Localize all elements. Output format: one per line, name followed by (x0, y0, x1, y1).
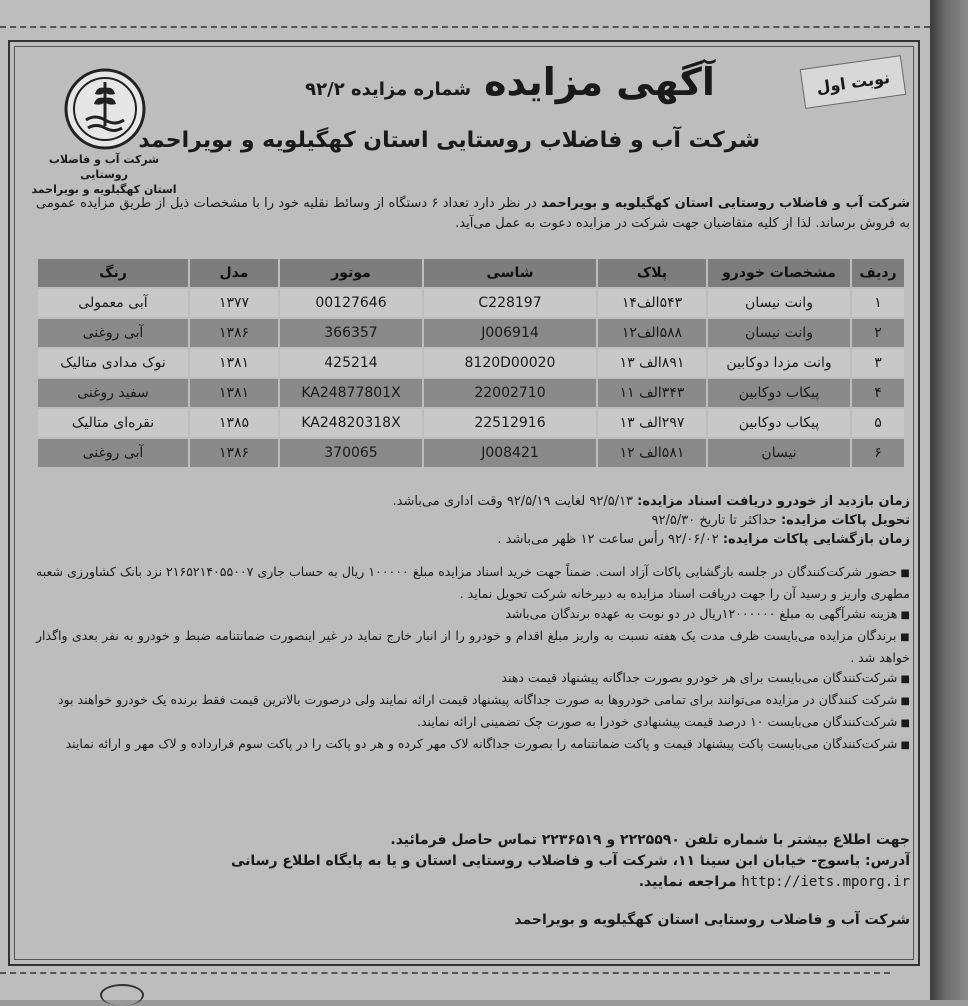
first-round-badge: نوبت اول (800, 55, 907, 109)
condition-item: ■ شرکت‌کنندگان می‌بایست برای هر خودرو بصورت جداگانه پیشنهاد قیمت دهند (36, 668, 910, 690)
cell-vehicle: وانت نیسان (708, 289, 850, 317)
header-vehicle: مشخصات خودرو (708, 259, 850, 287)
table-row (38, 439, 904, 467)
next-ad-logo-fragment (100, 984, 144, 1006)
cell-row-no: ۵ (852, 409, 904, 437)
contact-website-line (100, 872, 910, 893)
cell-chassis: J006914 (424, 319, 596, 347)
condition-item: ■ شرکت کنندگان در مزایده می‌توانند برای تمامی خودروها به صورت جداگانه پیشنهاد قیمت ارائه نمایند ولی درصورت بالاترین قیمت فقط برنده یک خودرو خواهند بود (36, 690, 910, 712)
auction-number: شماره مزایده ۹۲/۲ (305, 79, 472, 100)
intro-company: شرکت آب و فاضلاب روستایی استان کهگیلویه و بویراحمد (541, 196, 910, 211)
header-model: مدل (190, 259, 278, 287)
condition-item: ■ شرکت‌کنندگان می‌بایست پاکت پیشنهاد قیمت و پاکت ضمانتنامه را بصورت جداگانه لاک مهر کرده و هر دو پاکت را در پاکت سوم قرارداده و لاک مهر و ارائه نمایند (36, 734, 910, 756)
wheat-water-drop-logo-icon (64, 68, 146, 150)
cell-row-no: ۶ (852, 439, 904, 467)
schedule-opening (36, 530, 910, 549)
cell-model: ۱۳۸۵ (190, 409, 278, 437)
logo-caption-line1: شرکت آب و فاضلاب روستایی (48, 153, 160, 181)
header-engine: موتور (280, 259, 422, 287)
cell-model: ۱۳۸۱ (190, 379, 278, 407)
table-row (38, 319, 904, 347)
cell-engine: 425214 (280, 349, 422, 377)
logo-caption-line2: استان کهگیلویه و بویراحمد (31, 183, 177, 196)
contact-phone: جهت اطلاع بیشتر با شماره تلفن ۲۲۲۵۵۹۰ و ۲۲۳۶۵۱۹ تماس حاصل فرمائید. (390, 832, 910, 848)
condition-item: ■ حضور شرکت‌کنندگان در جلسه بازگشایی پاکات آزاد است. ضمناً جهت خرید اسناد مزایده مبلغ ۱۰۰۰۰۰ ریال به حساب جاری ۲۱۶۵۲۱۴۰۵۵۰۰۷ نزد بانک کشاورزی شعبه مطهری واریز و رسید آن را جهت دریافت اسناد مزایده به دبیرخانه شرکت تحویل نماید . (36, 562, 910, 604)
cell-color: آبی روغنی (38, 319, 188, 347)
vehicles-table (36, 257, 906, 469)
contact-address: آدرس: یاسوج- خیابان ابن سینا ۱۱، شرکت آب و فاضلاب روستایی استان و یا به پایگاه اطلاع رسانی (231, 853, 910, 869)
header-color: رنگ (38, 259, 188, 287)
header-plate: پلاک (598, 259, 706, 287)
cell-engine: 366357 (280, 319, 422, 347)
bottom-divider (0, 972, 890, 984)
intro-text: در نظر دارد تعداد ۶ دستگاه از وسائط نقلیه خود را با مشخصات ذیل از طریق مزایده عمومی به فروش برساند. لذا از کلیه متقاضیان جهت شرکت در مزایده دعوت به عمل می‌آید. (36, 196, 910, 231)
cell-vehicle: وانت مزدا دوکابین (708, 349, 850, 377)
cell-plate: ۳۴۳الف ۱۱ (598, 379, 706, 407)
opening-text: ۹۲/۰۶/۰۲ رأس ساعت ۱۲ ظهر می‌باشد . (497, 532, 719, 547)
cell-color: نقره‌ای متالیک (38, 409, 188, 437)
cell-plate: ۵۸۱الف ۱۲ (598, 439, 706, 467)
cell-plate: ۸۹۱الف ۱۳ (598, 349, 706, 377)
condition-item: ■ برندگان مزایده می‌بایست ظرف مدت یک هفته نسبت به واریز مبلغ اقدام و خودرو را از انبار خارج نماید در غیر اینصورت ضمانتنامه ضبط و خودرو به نفر بعدی واگذار خواهد شد . (36, 626, 910, 668)
cell-plate: ۵۸۸الف۱۲ (598, 319, 706, 347)
cell-model: ۱۳۸۶ (190, 439, 278, 467)
cell-color: آبی معمولی (38, 289, 188, 317)
cell-chassis: J008421 (424, 439, 596, 467)
logo-caption (24, 152, 184, 197)
table-row (38, 379, 904, 407)
conditions-list (36, 562, 910, 756)
cell-row-no: ۱ (852, 289, 904, 317)
cell-row-no: ۳ (852, 349, 904, 377)
ad-headline (300, 60, 720, 120)
table-header-row (38, 259, 904, 287)
opening-label: زمان بازگشایی پاکات مزایده: (722, 532, 910, 547)
intro-paragraph (36, 194, 910, 234)
table-row (38, 349, 904, 377)
cell-row-no: ۲ (852, 319, 904, 347)
cell-vehicle: پیکاب دوکابین (708, 379, 850, 407)
cell-vehicle: پیکاب دوکابین (708, 409, 850, 437)
cell-color: نوک مدادی متالیک (38, 349, 188, 377)
page-edge (930, 0, 968, 1000)
cell-model: ۱۳۸۶ (190, 319, 278, 347)
visit-text: ۹۲/۵/۱۳ لغایت ۹۲/۵/۱۹ وقت اداری می‌باشد. (392, 494, 634, 509)
header-row-no: ردیف (852, 259, 904, 287)
cell-model: ۱۳۸۱ (190, 349, 278, 377)
schedule-visit (36, 492, 910, 511)
website-suffix: مراجعه نمایید. (638, 874, 742, 890)
company-name: شرکت آب و فاضلاب روستایی استان کهگیلویه و بویراحمد (138, 128, 760, 153)
schedule-delivery (36, 511, 910, 530)
cell-color: آبی روغنی (38, 439, 188, 467)
ad-title: آگهی مزایده (484, 60, 715, 104)
cell-engine: KA24877801X (280, 379, 422, 407)
website-link[interactable]: http://iets.mporg.ir (741, 874, 910, 890)
cell-model: ۱۳۷۷ (190, 289, 278, 317)
cell-plate: ۲۹۷الف ۱۳ (598, 409, 706, 437)
visit-label: زمان بازدید از خودرو دریافت اسناد مزایده: (637, 494, 910, 509)
header-chassis: شاسی (424, 259, 596, 287)
delivery-label: تحویل پاکات مزایده: (780, 513, 910, 528)
cell-engine: KA24820318X (280, 409, 422, 437)
cell-row-no: ۴ (852, 379, 904, 407)
cell-engine: 370065 (280, 439, 422, 467)
top-divider (0, 10, 930, 28)
cell-vehicle: وانت نیسان (708, 319, 850, 347)
contact-info (100, 830, 910, 893)
cell-vehicle: نیسان (708, 439, 850, 467)
cell-engine: 00127646 (280, 289, 422, 317)
cell-plate: ۵۴۳الف۱۴ (598, 289, 706, 317)
condition-item: ■ شرکت‌کنندگان می‌بایست ۱۰ درصد قیمت پیشنهادی خودرا به صورت چک تضمینی ارائه نمایند. (36, 712, 910, 734)
table-row (38, 409, 904, 437)
footer-signature: شرکت آب و فاضلاب روستایی استان کهگیلویه و بویراحمد (514, 912, 910, 928)
cell-color: سفید روغنی (38, 379, 188, 407)
cell-chassis: C228197 (424, 289, 596, 317)
condition-item: ■ هزینه نشرآگهی به مبلغ ۱۲۰۰۰۰۰۰ریال در دو نوبت به عهده برندگان می‌باشد (36, 604, 910, 626)
delivery-text: حداکثر تا تاریخ ۹۲/۵/۳۰ (651, 513, 777, 528)
table-row (38, 289, 904, 317)
cell-chassis: 22002710 (424, 379, 596, 407)
auction-schedule (36, 492, 910, 549)
cell-chassis: 8120D00020 (424, 349, 596, 377)
cell-chassis: 22512916 (424, 409, 596, 437)
